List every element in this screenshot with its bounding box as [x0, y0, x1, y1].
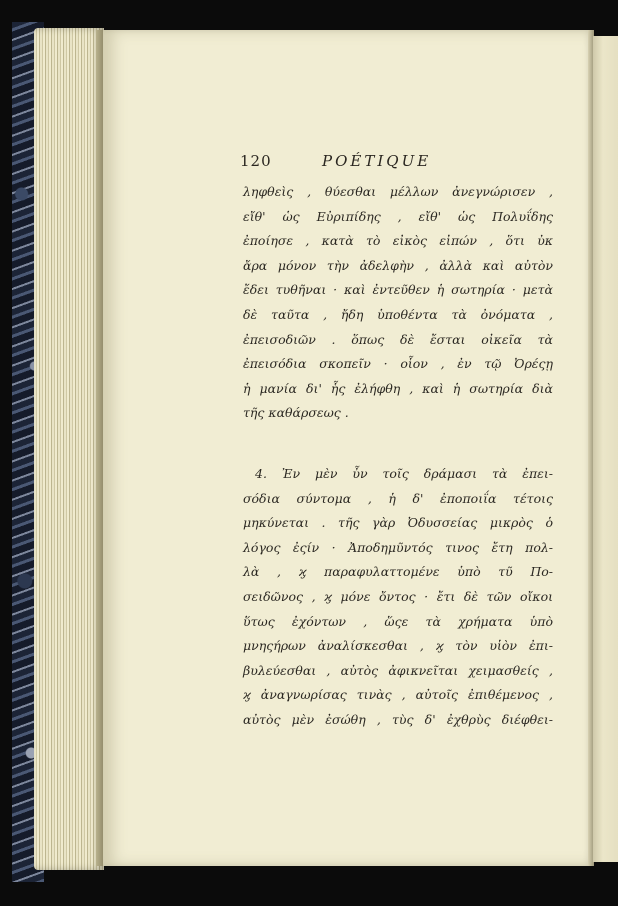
running-title: POÉTIQUE [322, 152, 432, 170]
text-line: τῆς καθάρσεως . [243, 405, 349, 421]
text-line: μνηςήρων ἀναλίσκεσθαι , ϗ τὸν υἱὸν ἐπι- [243, 638, 553, 654]
text-line: μηκύνεται . τῆς γὰρ Ὀδυσσείας μικρὸς ὁ [243, 515, 553, 531]
text-line: ἐποίησε , κατὰ τὸ εἰκὸς εἰπών , ὅτι ὐκ [243, 233, 553, 249]
paragraph-gap [243, 426, 553, 462]
greek-text-block [243, 180, 553, 732]
text-line: εἴθ' ὡς Εὐριπίδης , εἴθ' ὡς Πολυΐδης [243, 208, 553, 224]
text-line: ἐπεισοδιῶν . ὅπως δὲ ἔσται οἰκεῖα τὰ [243, 331, 553, 347]
page-edges [34, 28, 104, 870]
text-line: ϗ ἀναγνωρίσας τινὰς , αὐτοῖς ἐπιθέμενος , [243, 687, 553, 703]
page-number: 120 [240, 152, 272, 170]
text-line: ἄρα μόνον τὴν ἀδελφὴν , ἀλλὰ καὶ αὐτὸν [243, 257, 553, 273]
facing-page-edge [593, 36, 618, 862]
text-line: ἡ μανία δι' ἧς ἐλήφθη , καὶ ἡ σωτηρία διὰ [243, 380, 553, 396]
text-line: σειδῶνος , ϗ μόνε ὄντος · ἔτι δὲ τῶν οἴκοι [243, 588, 553, 604]
text-line: λὰ , ϗ παραφυλαττομένε ὑπὸ τῦ Πο- [243, 564, 553, 580]
text-line: ἐπεισόδια σκοπεῖν · οἷον , ἐν τῷ Ὀρέςῃ [243, 356, 553, 372]
text-line: ληφθεὶς , θύεσθαι μέλλων ἀνεγνώρισεν , [243, 184, 553, 199]
text-line: σόδια σύντομα , ἡ δ' ἐποποιΐα τέτοις [243, 490, 553, 506]
text-line: δὲ ταῦτα , ἤδη ὑποθέντα τὰ ὀνόματα , [243, 306, 553, 322]
text-line: 4. Ἐν μὲν ὖν τοῖς δράμασι τὰ ἐπει- [255, 465, 553, 481]
text-line: ὕτως ἐχόντων , ὥςε τὰ χρήματα ὑπὸ [243, 613, 553, 629]
text-line: βυλεύεσθαι , αὐτὸς ἀφικνεῖται χειμασθείς , [243, 662, 553, 678]
text-line: αὐτὸς μὲν ἐσώθη , τὺς δ' ἐχθρὺς διέφθει- [243, 711, 553, 727]
text-line: ἔδει τυθῆναι · καὶ ἐντεῦθεν ἡ σωτηρία · μετὰ [243, 282, 553, 298]
text-line: λόγος ἐςίν · Ἀποδημῦντός τινος ἔτη πολ- [243, 539, 553, 555]
running-head [240, 152, 540, 176]
